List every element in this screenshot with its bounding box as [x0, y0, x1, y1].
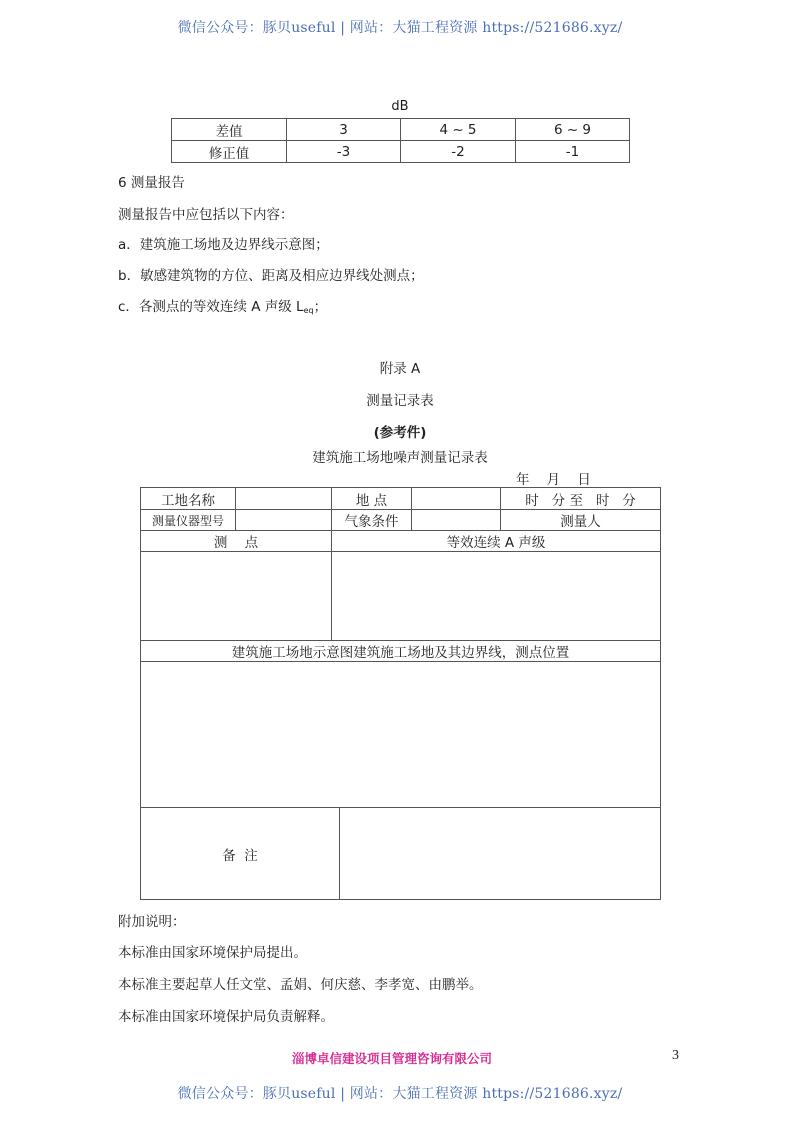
list-item-suffix: ； — [313, 299, 328, 315]
watermark-bottom: 微信公众号：豚贝useful | 网站：大猫工程资源 https://521686.xyz/ — [177, 1086, 623, 1102]
table-row — [141, 531, 661, 552]
diagram-header: 建筑施工场地示意图建筑施工场地及其边界线，测点位置 — [141, 641, 661, 662]
correction-table — [171, 118, 630, 163]
section-intro: 测量报告中应包括以下内容： — [118, 207, 294, 223]
weather-field[interactable] — [412, 510, 501, 531]
table-cell: -1 — [516, 141, 630, 163]
table-cell: -2 — [401, 141, 516, 163]
appendix-note: (参考件) — [373, 425, 427, 441]
note-line: 本标准主要起草人任文堂、孟娟、何庆慈、李孝宽、由鹏举。 — [118, 977, 483, 993]
site-name-field[interactable] — [236, 488, 332, 510]
table-row — [141, 808, 661, 900]
leq-header: 等效连续 A 声级 — [332, 531, 661, 552]
instrument-field[interactable] — [236, 510, 332, 531]
table-cell: 3 — [287, 119, 401, 141]
diagram-field[interactable] — [141, 662, 661, 808]
table-row — [141, 641, 661, 662]
form-title: 建筑施工场地噪声测量记录表 — [312, 450, 488, 466]
subscript: eq — [303, 306, 314, 315]
point-field[interactable] — [141, 552, 332, 641]
table-row — [141, 510, 661, 531]
table-cell: 6 ~ 9 — [516, 119, 630, 141]
leq-field[interactable] — [332, 552, 661, 641]
surveyor-field[interactable]: 测量人 — [501, 510, 661, 531]
list-item — [118, 295, 327, 315]
record-form-table — [140, 487, 661, 900]
note-line: 本标准由国家环境保护局提出。 — [118, 945, 307, 961]
table-row — [141, 662, 661, 808]
table-row — [141, 552, 661, 641]
watermark-top: 微信公众号：豚贝useful | 网站：大猫工程资源 https://521686.xyz/ — [177, 20, 623, 36]
section-heading: 6 测量报告 — [118, 175, 185, 191]
table-cell: 差值 — [172, 119, 287, 141]
appendix-label: 附录 A — [379, 361, 421, 377]
site-name-label: 工地名称 — [141, 488, 236, 510]
time-range-field[interactable]: 时 分 至 时 分 — [501, 488, 661, 510]
instrument-label: 测量仪器型号 — [141, 510, 236, 531]
point-header: 测 点 — [141, 531, 332, 552]
remarks-label: 备 注 — [141, 808, 340, 900]
location-label: 地 点 — [332, 488, 412, 510]
notes-heading: 附加说明： — [118, 914, 186, 930]
table-row — [172, 141, 630, 163]
table-cell: -3 — [287, 141, 401, 163]
footer-company: 淄博卓信建设项目管理咨询有限公司 — [292, 1051, 493, 1066]
note-line: 本标准由国家环境保护局负责解释。 — [118, 1009, 334, 1025]
table-unit-label: dB — [391, 99, 409, 114]
table-cell: 4 ~ 5 — [401, 119, 516, 141]
list-item: a．建筑施工场地及边界线示意图； — [118, 237, 329, 253]
remarks-field[interactable] — [340, 808, 661, 900]
weather-label: 气象条件 — [332, 510, 412, 531]
location-field[interactable] — [412, 488, 501, 510]
table-row — [141, 488, 661, 510]
list-item-text: c．各测点的等效连续 A 声级 L — [118, 299, 304, 315]
appendix-title: 测量记录表 — [366, 393, 434, 409]
list-item: b．敏感建筑物的方位、距离及相应边界线处测点； — [118, 268, 424, 284]
table-cell: 修正值 — [172, 141, 287, 163]
date-line: 年 月 日 — [516, 472, 591, 488]
table-row — [172, 119, 630, 141]
page-number: 3 — [672, 1048, 679, 1063]
